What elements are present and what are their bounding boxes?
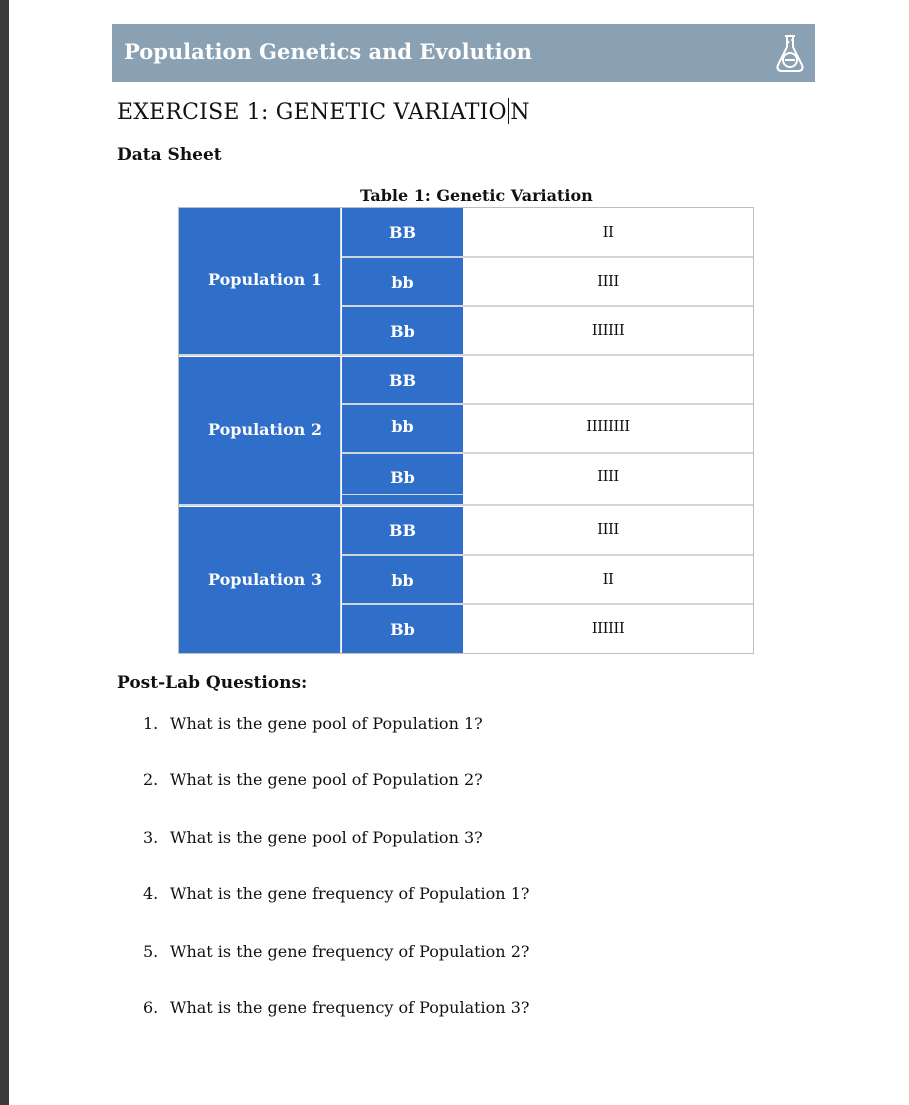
genotype-cell bbox=[342, 357, 463, 404]
question-item bbox=[143, 770, 483, 789]
genotype-cell bbox=[342, 258, 463, 306]
genotype-cell bbox=[342, 307, 463, 355]
table-rule bbox=[342, 305, 753, 307]
table-rule bbox=[342, 403, 753, 405]
tally-marks: IIII bbox=[597, 272, 619, 290]
table-rule bbox=[342, 452, 753, 454]
tally-cell[interactable] bbox=[463, 357, 753, 404]
question-number: 2. bbox=[143, 770, 159, 789]
question-number: 4. bbox=[143, 884, 159, 903]
population-cell bbox=[179, 357, 341, 505]
tally-cell[interactable] bbox=[463, 208, 753, 257]
tally-cell[interactable] bbox=[463, 556, 753, 604]
question-item bbox=[143, 998, 529, 1017]
genotype-label: bb bbox=[391, 273, 414, 292]
question-text: What is the gene frequency of Population 1? bbox=[170, 884, 530, 903]
tally-marks: II bbox=[602, 223, 614, 241]
question-item bbox=[143, 828, 483, 847]
genotype-label: BB bbox=[388, 371, 417, 390]
genotype-cell bbox=[342, 507, 463, 555]
tally-cell[interactable] bbox=[463, 405, 753, 453]
tally-cell[interactable] bbox=[463, 307, 753, 355]
exercise-title-text: EXERCISE 1: GENETIC VARIATIO bbox=[117, 100, 507, 125]
section-heading-data-sheet: Data Sheet bbox=[117, 145, 222, 165]
population-label: Population 1 bbox=[208, 270, 323, 289]
window-edge bbox=[0, 0, 9, 1105]
question-number: 5. bbox=[143, 942, 159, 961]
table-rule bbox=[342, 603, 753, 605]
genotype-cell bbox=[342, 208, 463, 257]
post-lab-heading: Post-Lab Questions: bbox=[117, 673, 308, 693]
tally-cell[interactable] bbox=[463, 454, 753, 505]
genotype-label: bb bbox=[391, 417, 414, 436]
question-text: What is the gene pool of Population 3? bbox=[170, 828, 483, 847]
genotype-cell bbox=[342, 605, 463, 653]
flask-icon bbox=[773, 32, 807, 74]
genotype-label: BB bbox=[388, 223, 417, 242]
exercise-title-tail: N bbox=[510, 100, 530, 125]
question-text: What is the gene frequency of Population 3? bbox=[170, 998, 530, 1017]
question-number: 6. bbox=[143, 998, 159, 1017]
population-label: Population 2 bbox=[208, 420, 323, 439]
exercise-title[interactable] bbox=[117, 98, 530, 125]
tally-cell[interactable] bbox=[463, 605, 753, 653]
question-text: What is the gene pool of Population 2? bbox=[170, 770, 483, 789]
genotype-cell bbox=[342, 454, 463, 505]
header-band bbox=[112, 24, 815, 82]
table-rule bbox=[342, 554, 753, 556]
document-header-title: Population Genetics and Evolution bbox=[124, 39, 532, 64]
tally-marks: IIII bbox=[597, 520, 619, 538]
table-rule bbox=[179, 354, 753, 356]
table-rule bbox=[342, 256, 753, 258]
genotype-label: BB bbox=[388, 521, 417, 540]
table-title: Table 1: Genetic Variation bbox=[360, 186, 593, 205]
question-text: What is the gene frequency of Population 2? bbox=[170, 942, 530, 961]
tally-cell[interactable] bbox=[463, 258, 753, 306]
tally-cell[interactable] bbox=[463, 507, 753, 555]
question-item bbox=[143, 942, 529, 961]
question-item bbox=[143, 714, 483, 733]
population-cell bbox=[179, 507, 341, 653]
genotype-label: bb bbox=[391, 571, 414, 590]
tally-marks: IIIIIIII bbox=[586, 417, 630, 435]
tally-marks: IIII bbox=[597, 467, 619, 485]
table-rule bbox=[342, 494, 463, 495]
genotype-cell bbox=[342, 556, 463, 604]
question-item bbox=[143, 884, 529, 903]
tally-marks: II bbox=[602, 570, 614, 588]
tally-marks: IIIIII bbox=[591, 321, 625, 339]
genotype-label: Bb bbox=[390, 322, 415, 341]
population-cell bbox=[179, 208, 341, 355]
genotype-label: Bb bbox=[390, 468, 415, 487]
question-number: 3. bbox=[143, 828, 159, 847]
question-text: What is the gene pool of Population 1? bbox=[170, 714, 483, 733]
tally-marks: IIIIII bbox=[591, 619, 625, 637]
genotype-label: Bb bbox=[390, 620, 415, 639]
population-label: Population 3 bbox=[208, 570, 323, 589]
question-number: 1. bbox=[143, 714, 159, 733]
table-rule bbox=[179, 504, 753, 506]
genotype-cell bbox=[342, 405, 463, 453]
genetic-variation-table bbox=[178, 207, 754, 654]
